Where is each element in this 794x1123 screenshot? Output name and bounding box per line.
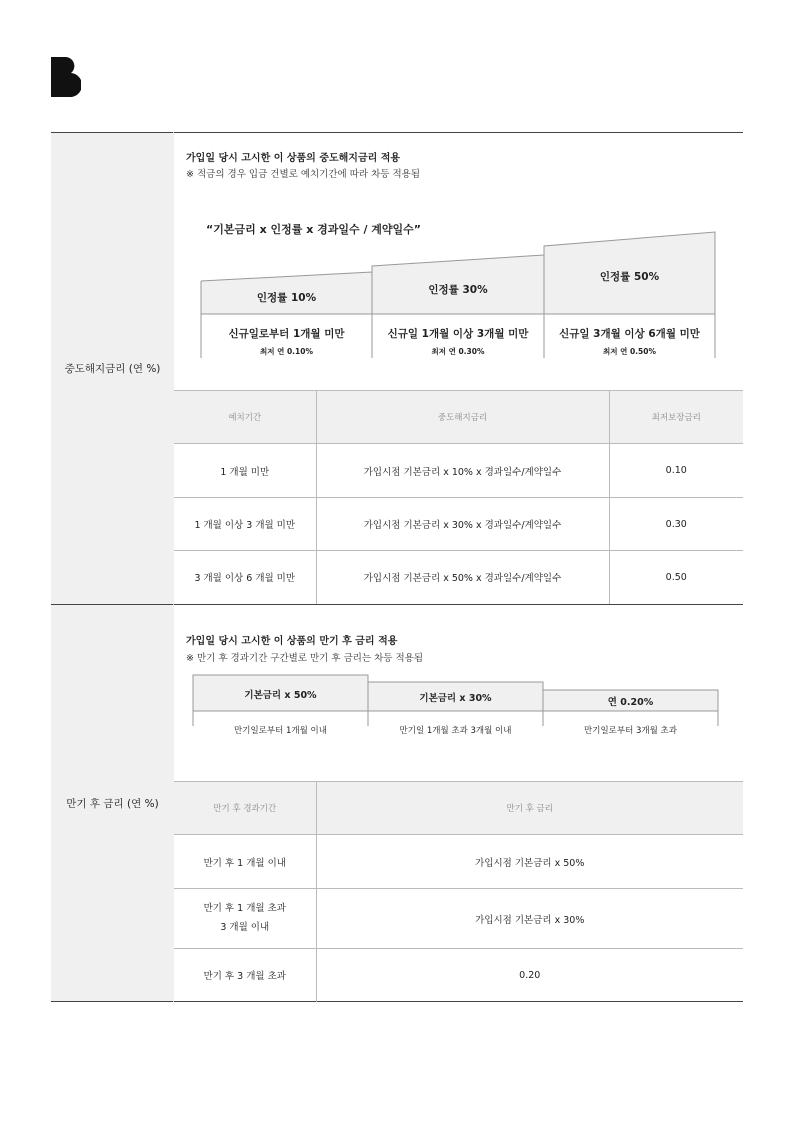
m-step-3-period: 만기일로부터 3개월 초과 (584, 726, 677, 736)
table-row (174, 889, 743, 949)
early-termination-label: 중도해지금리 (연 %) (51, 133, 174, 604)
cell-elapsed: 만기 후 3 개월 초과 (174, 949, 316, 1002)
maturity-title: 가입일 당시 고시한 이 상품의 만기 후 금리 적용 (186, 636, 398, 647)
table-row (174, 835, 743, 889)
cell-min-rate: 0.10 (609, 444, 743, 498)
step-2-rate: 인정률 30% (428, 284, 488, 296)
m-step-2-rate: 기본금리 x 30% (419, 693, 492, 704)
step-1-rate: 인정률 10% (256, 292, 317, 304)
header-elapsed: 만기 후 경과기간 (174, 782, 316, 835)
step-1-period: 신규일로부터 1개월 미만 (228, 328, 345, 340)
cell-period: 1 개월 미만 (174, 444, 316, 498)
table-header-row (174, 391, 743, 444)
table-header-row (174, 782, 743, 835)
table-row (174, 551, 743, 604)
m-step-3-rate: 연 0.20% (607, 697, 654, 708)
cell-elapsed: 만기 후 1 개월 이내 (174, 835, 316, 889)
cell-period: 1 개월 이상 3 개월 미만 (174, 498, 316, 551)
m-step-1-rate: 기본금리 x 50% (244, 690, 317, 701)
step-3-rate: 인정률 50% (599, 271, 660, 283)
cell-period: 3 개월 이상 6 개월 미만 (174, 551, 316, 604)
cell-rate: 0.20 (519, 969, 541, 981)
cell-elapsed: 만기 후 1 개월 초과 3 개월 이내 (174, 889, 316, 949)
early-note: ※ 적금의 경우 입금 건별로 예치기간에 따라 차등 적용됨 (186, 169, 421, 180)
cell-min-rate: 0.50 (665, 571, 687, 583)
table-row (174, 444, 743, 498)
step-3-period: 신규일 3개월 이상 6개월 미만 (559, 328, 700, 340)
table-row (174, 498, 743, 551)
post-maturity-table (174, 781, 743, 1002)
maturity-note: ※ 만기 후 경과기간 구간별로 만기 후 금리는 차등 적용됨 (186, 653, 424, 664)
m-step-1-period: 만기일로부터 1개월 이내 (234, 726, 327, 736)
step-2-min: 최저 연 0.30% (431, 347, 485, 356)
m-step-2-period: 만기일 1개월 초과 3개월 이내 (399, 726, 512, 736)
cell-rate: 가입시점 기본금리 x 30% x 경과일수/계약일수 (316, 498, 609, 551)
early-formula: “기본금리 x 인정률 x 경과일수 / 계약일수” (206, 223, 422, 236)
post-maturity-label: 만기 후 금리 (연 %) (51, 605, 174, 1001)
cell-rate: 가입시점 기본금리 x 10% x 경과일수/계약일수 (316, 444, 609, 498)
step-1-min: 최저 연 0.10% (260, 347, 313, 356)
cell-min-rate: 0.30 (609, 498, 743, 551)
cell-rate: 가입시점 기본금리 x 30% (316, 889, 743, 949)
cell-rate: 가입시점 기본금리 x 50% x 경과일수/계약일수 (316, 551, 609, 604)
header-rate: 만기 후 금리 (316, 782, 743, 835)
early-termination-table (174, 390, 743, 604)
table-row (174, 949, 743, 1002)
header-rate: 중도해지금리 (316, 391, 609, 444)
header-period: 예치기간 (174, 391, 316, 444)
early-title: 가입일 당시 고시한 이 상품의 중도해지금리 적용 (186, 153, 401, 164)
step-3-min: 최저 연 0.50% (603, 347, 656, 356)
header-min-rate: 최저보장금리 (609, 391, 743, 444)
bank-logo (51, 57, 81, 101)
step-2-period: 신규일 1개월 이상 3개월 미만 (387, 328, 529, 340)
cell-rate: 가입시점 기본금리 x 50% (316, 835, 743, 889)
